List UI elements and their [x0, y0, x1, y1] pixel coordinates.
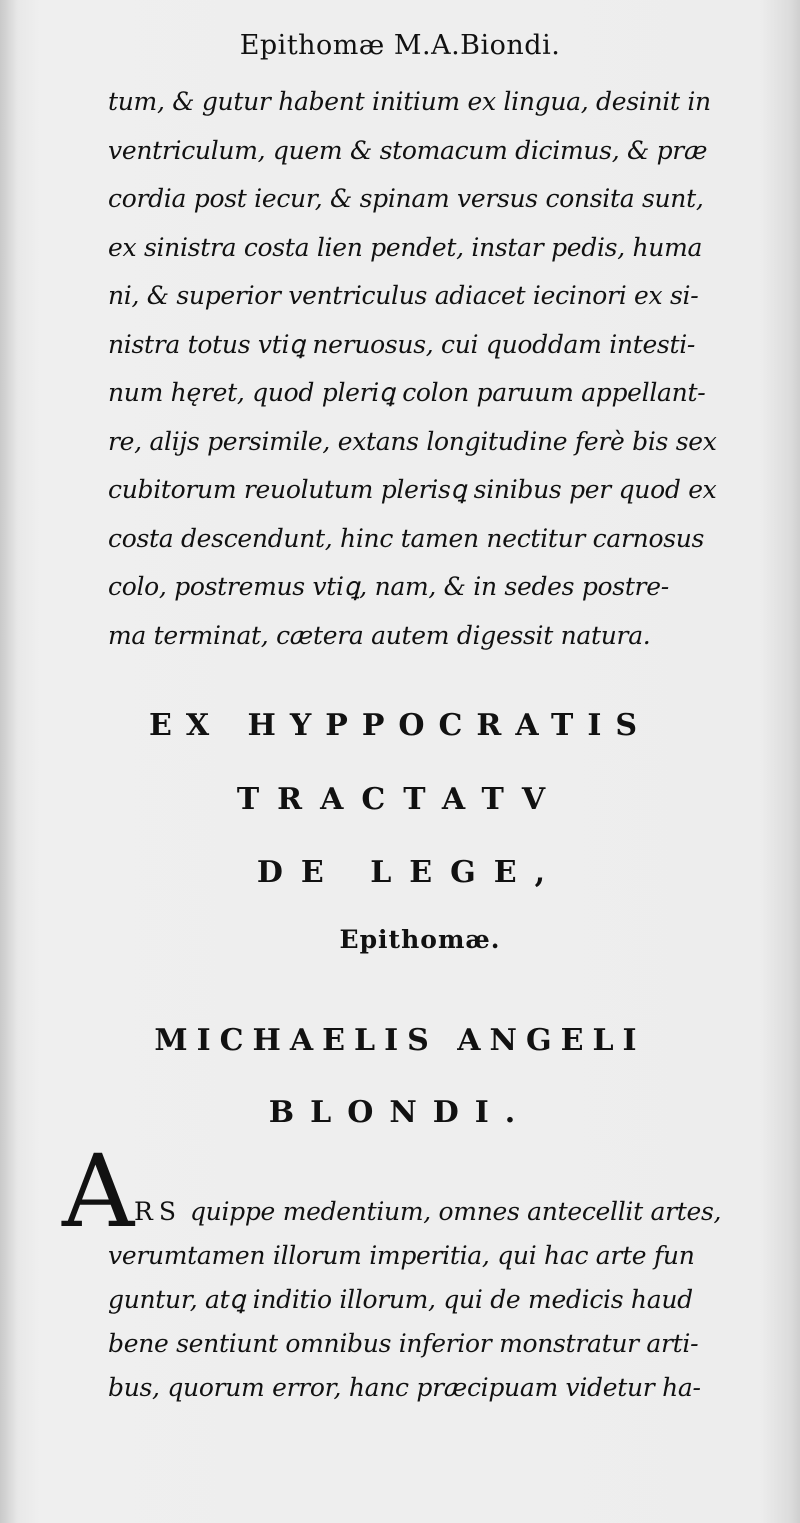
first-line-text: quippe medentium, omnes antecellit artes, [189, 1197, 722, 1226]
paragraph-first-line [134, 1190, 772, 1234]
text-line: ma terminat, cætera autem digessit natura. [108, 620, 651, 650]
section-heading-line-1: EX HYPPOCRATIS [148, 708, 652, 743]
paragraph-line: bene sentiunt omnibus inferior monstratur arti- [108, 1329, 699, 1358]
text-line: ventriculum, quem & stomacum dicimus, & præ [108, 135, 708, 165]
text-line: num hęret, quod pleriꝗ colon paruum appellant- [108, 378, 706, 407]
running-head: Epithomæ M.A.Biondi. [239, 30, 561, 61]
text-line: ex sinistra costa lien pendet, instar pedis, huma [108, 232, 703, 262]
text-line: ni, & superior ventriculus adiacet iecinori ex si- [108, 281, 699, 310]
text-line: colo, postremus vtiꝗ, nam, & in sedes postre- [108, 572, 669, 601]
paragraph-line: bus, quorum error, hanc præcipuam videtur ha- [108, 1373, 701, 1402]
text-line: nistra totus vtiꝗ neruosus, cui quoddam intesti- [108, 329, 696, 359]
opening-paragraph [62, 1133, 772, 1410]
author-heading-line-1: MICHAELIS ANGELI [154, 1023, 646, 1058]
text-line: cordia post iecur, & spinam versus consita sunt, [108, 184, 704, 213]
paragraph-line: verumtamen illorum imperitia, qui hac arte fun [108, 1241, 695, 1270]
section-heading-line-3: DE LEGE, [256, 855, 564, 890]
opening-word: RS [134, 1197, 182, 1226]
body-text [108, 78, 768, 660]
paragraph-line: guntur, atꝗ inditio illorum, qui de medicis haud [108, 1285, 693, 1314]
text-line: cubitorum reuolutum plerisꝗ sinibus per quod ex [108, 475, 717, 504]
text-line: costa descendunt, hinc tamen nectitur carnosus [108, 523, 705, 553]
text-line: tum, & gutur habent initium ex lingua, desinit in [108, 87, 711, 116]
drop-cap: A [62, 1133, 135, 1250]
author-heading-line-2: BLONDI. [268, 1095, 532, 1130]
section-heading-line-2: TRACTATV [236, 782, 564, 817]
section-subheading: Epithomæ. [339, 925, 501, 954]
text-line: re, alijs persimile, extans longitudine ferè bis sex [108, 426, 717, 456]
